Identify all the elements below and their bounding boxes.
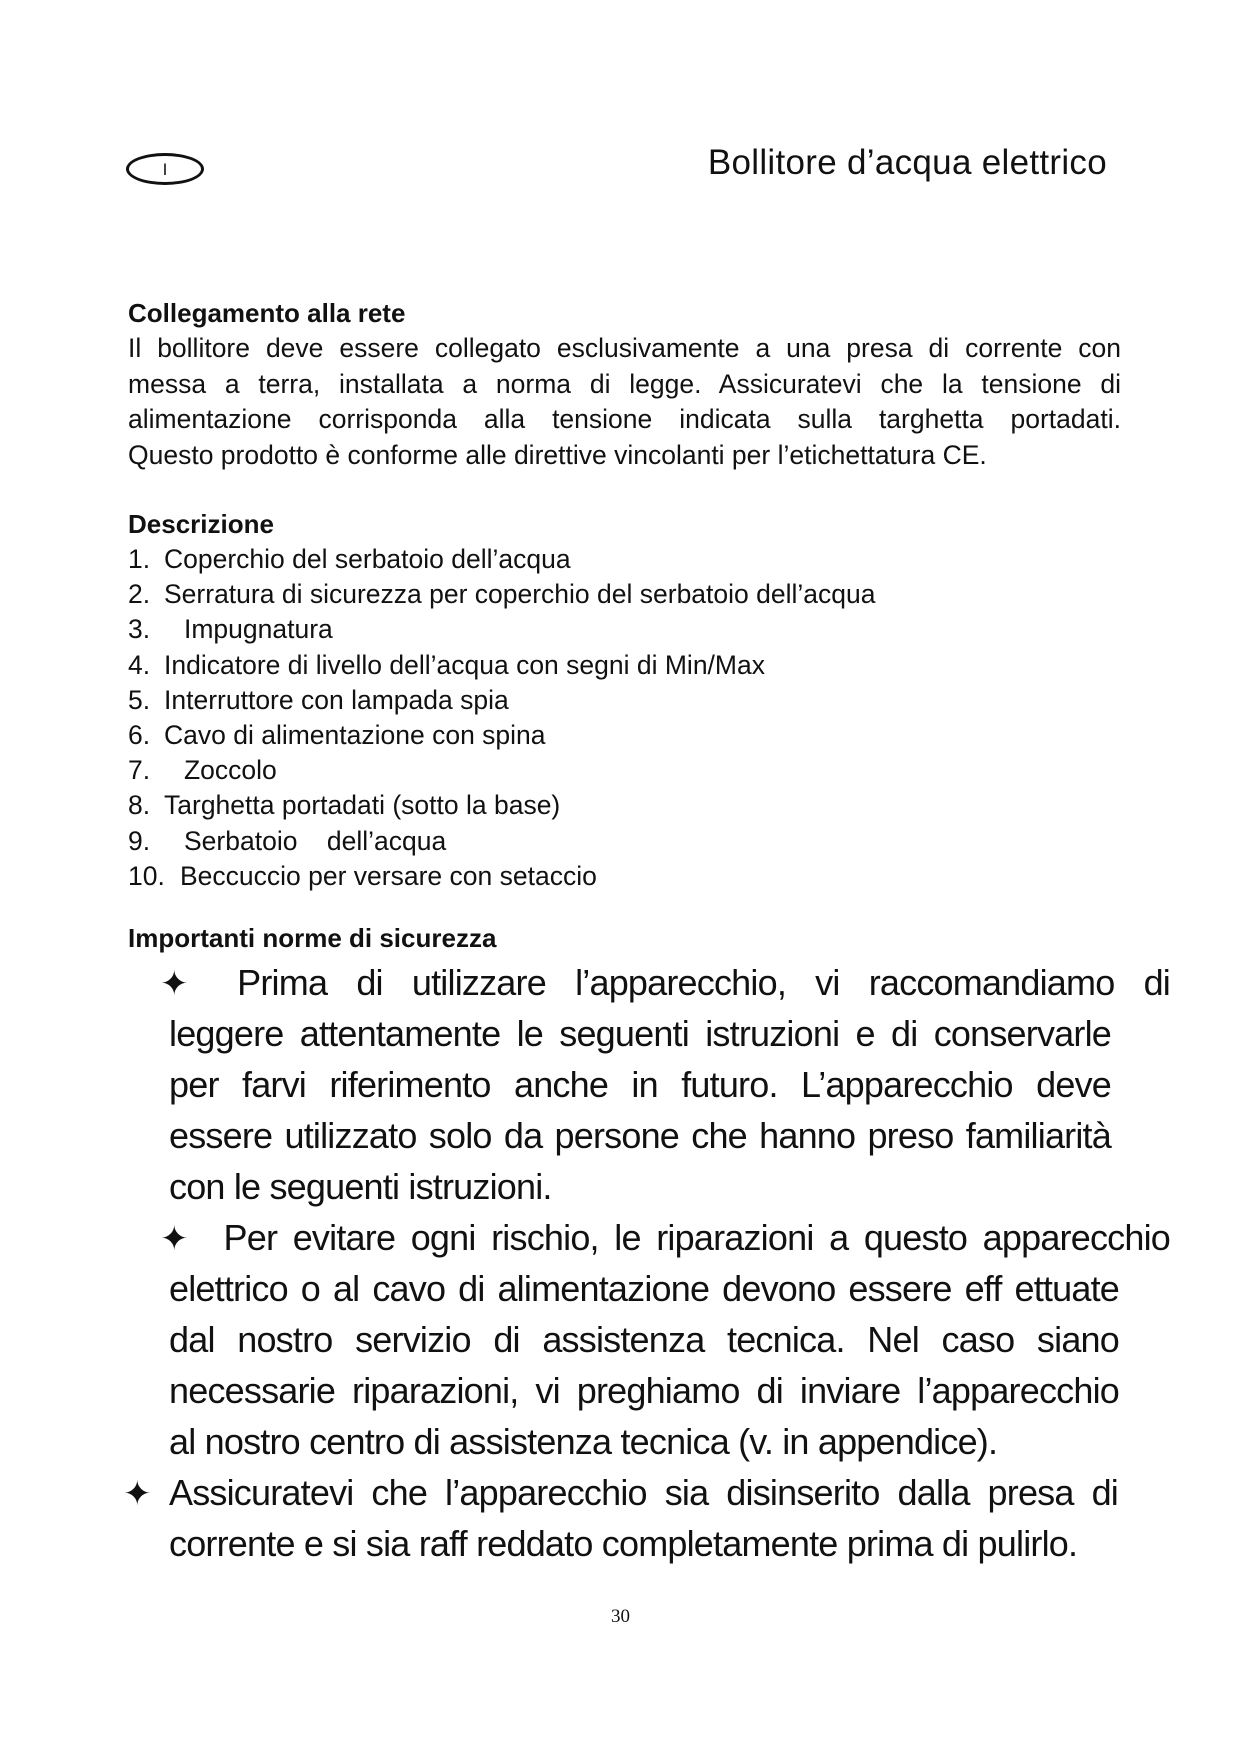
list-item: 10. Beccuccio per versare con setaccio <box>128 860 597 891</box>
safety-line: necessarie riparazioni, vi preghiamo di inviare l’apparecchio <box>169 1370 1119 1411</box>
list-item: 6. Cavo di alimentazione con spina <box>128 720 546 751</box>
connection-line: Questo prodotto è conforme alle direttive vincolanti per l’etichettatura CE. <box>128 439 987 470</box>
safety-line: essere utilizzato solo da persone che hanno preso familiarità <box>169 1115 1111 1156</box>
safety-line: ✦ Per evitare ogni rischio, le riparazioni a questo apparecchio <box>160 1212 1170 1265</box>
list-item: 1. Coperchio del serbatoio dell’acqua <box>128 544 571 574</box>
list-item: 5. Interruttore con lampada spia <box>128 684 509 715</box>
safety-bullet-1 <box>160 957 1170 1010</box>
list-item: 9. Serbatoio dell’acqua <box>128 825 447 856</box>
description-heading: Descrizione <box>128 509 274 539</box>
document-title: Bollitore d’acqua elettrico <box>707 143 1107 182</box>
connection-line: alimentazione corrisponda alla tensione indicata sulla targhetta portadati. <box>128 404 1121 434</box>
safety-line: per farvi riferimento anche in futuro. L’apparecchio deve <box>169 1064 1111 1105</box>
safety-line: ✦ Prima di utilizzare l’apparecchio, vi raccomandiamo di <box>160 957 1170 1010</box>
safety-bullet-1-cont <box>169 1008 1111 1212</box>
safety-bullet-2 <box>160 1212 1170 1265</box>
safety-line: leggere attentamente le seguenti istruzioni e di conservarle <box>169 1013 1111 1054</box>
page-number: 30 <box>611 1606 630 1627</box>
safety-line: corrente e si sia raff reddato completamente prima di pulirlo. <box>169 1523 1078 1564</box>
safety-bullet-3-cont <box>169 1518 1119 1569</box>
star-bullet-icon: ✦ <box>123 1475 151 1513</box>
safety-heading-block <box>128 920 1108 956</box>
description-list <box>128 542 1108 894</box>
connection-line: Il bollitore deve essere collegato esclusivamente a una presa di corrente con <box>128 333 1121 363</box>
list-item: 4. Indicatore di livello dell’acqua con segni di Min/Max <box>128 649 765 680</box>
safety-line: al nostro centro di assistenza tecnica (v. in appendice). <box>169 1421 998 1462</box>
language-badge <box>126 153 204 185</box>
safety-line: dal nostro servizio di assistenza tecnica. Nel caso siano <box>169 1319 1119 1360</box>
connection-paragraph <box>128 331 1121 473</box>
connection-line: messa a terra, installata a norma di legge. Assicuratevi che la tensione di <box>128 368 1121 399</box>
star-bullet-icon: ✦ <box>160 1220 188 1258</box>
safety-line: con le seguenti istruzioni. <box>169 1166 552 1207</box>
connection-section <box>128 295 1121 473</box>
safety-line: elettrico o al cavo di alimentazione devono essere eff ettuate <box>169 1268 1119 1309</box>
description-section <box>128 506 1108 894</box>
list-item: 7. Zoccolo <box>128 755 277 786</box>
list-item: 3. Impugnatura <box>128 614 333 645</box>
language-code: I <box>162 159 168 179</box>
list-item: 8. Targhetta portadati (sotto la base) <box>128 790 561 821</box>
safety-line: ✦ Assicuratevi che l’apparecchio sia disinserito dalla presa di <box>123 1467 1118 1520</box>
safety-bullet-3 <box>123 1467 1118 1520</box>
safety-heading: Importanti norme di sicurezza <box>128 923 497 953</box>
list-item: 2. Serratura di sicurezza per coperchio del serbatoio dell’acqua <box>128 579 876 610</box>
connection-heading: Collegamento alla rete <box>128 298 406 328</box>
safety-bullet-2-cont <box>169 1263 1119 1467</box>
star-bullet-icon: ✦ <box>160 965 188 1003</box>
